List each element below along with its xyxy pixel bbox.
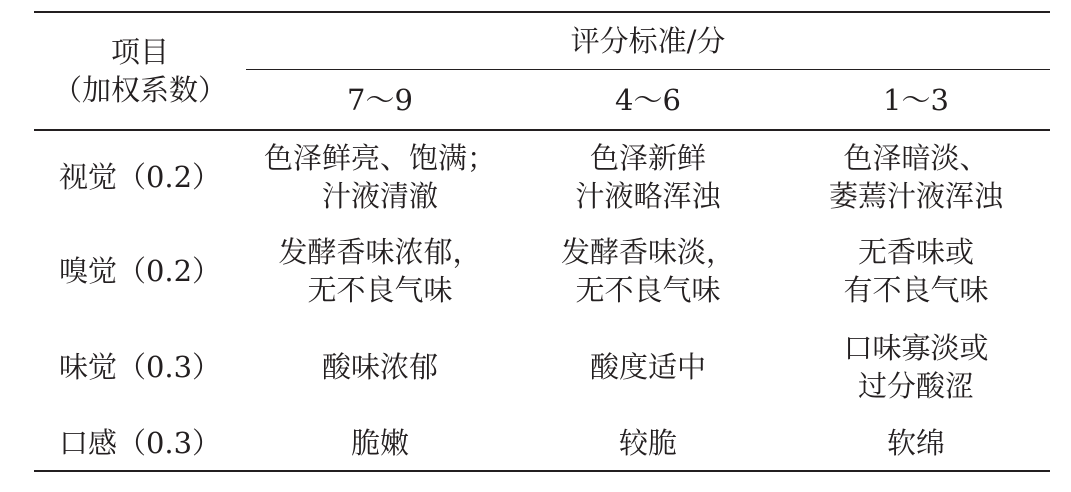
table-cell: 口味寡淡或 过分酸涩 [843,331,989,403]
row-item-label: 口感（0.3） [58,425,222,460]
scoring-table [34,11,1050,473]
score-column-header: 7～9 [347,82,413,117]
table-cell: 酸度适中 [589,350,706,384]
table-bottom-rule [34,470,1050,472]
table-cell: 发酵香味淡， 无不良气味 [560,235,735,307]
row-item-label: 嗅觉（0.2） [58,254,222,288]
score-column-header: 1～3 [883,82,949,117]
table-cell: 脆嫩 [350,425,409,460]
item-header-title: 项目 [110,35,169,69]
table-cell: 发酵香味浓郁， 无不良气味 [278,235,482,307]
table-cell: 色泽鲜亮、饱满； 汁液清澈 [263,141,496,213]
table-cell: 无香味或 有不良气味 [843,235,989,307]
row-item-label: 视觉（0.2） [58,160,222,194]
score-column-header: 4～6 [615,82,681,117]
table-cell: 色泽新鲜 汁液略浑浊 [575,141,721,213]
item-header [34,13,246,129]
item-header-weight: （加权系数） [52,73,227,107]
table-cell: 软绵 [886,425,945,460]
score-header: 评分标准/分 [570,24,726,58]
table-cell: 较脆 [618,425,677,460]
header-bottom-rule [34,129,1050,131]
table-cell: 酸味浓郁 [321,350,438,384]
row-item-label: 味觉（0.3） [58,350,222,384]
table-cell: 色泽暗淡、 萎蔫汁液浑浊 [828,141,1003,213]
